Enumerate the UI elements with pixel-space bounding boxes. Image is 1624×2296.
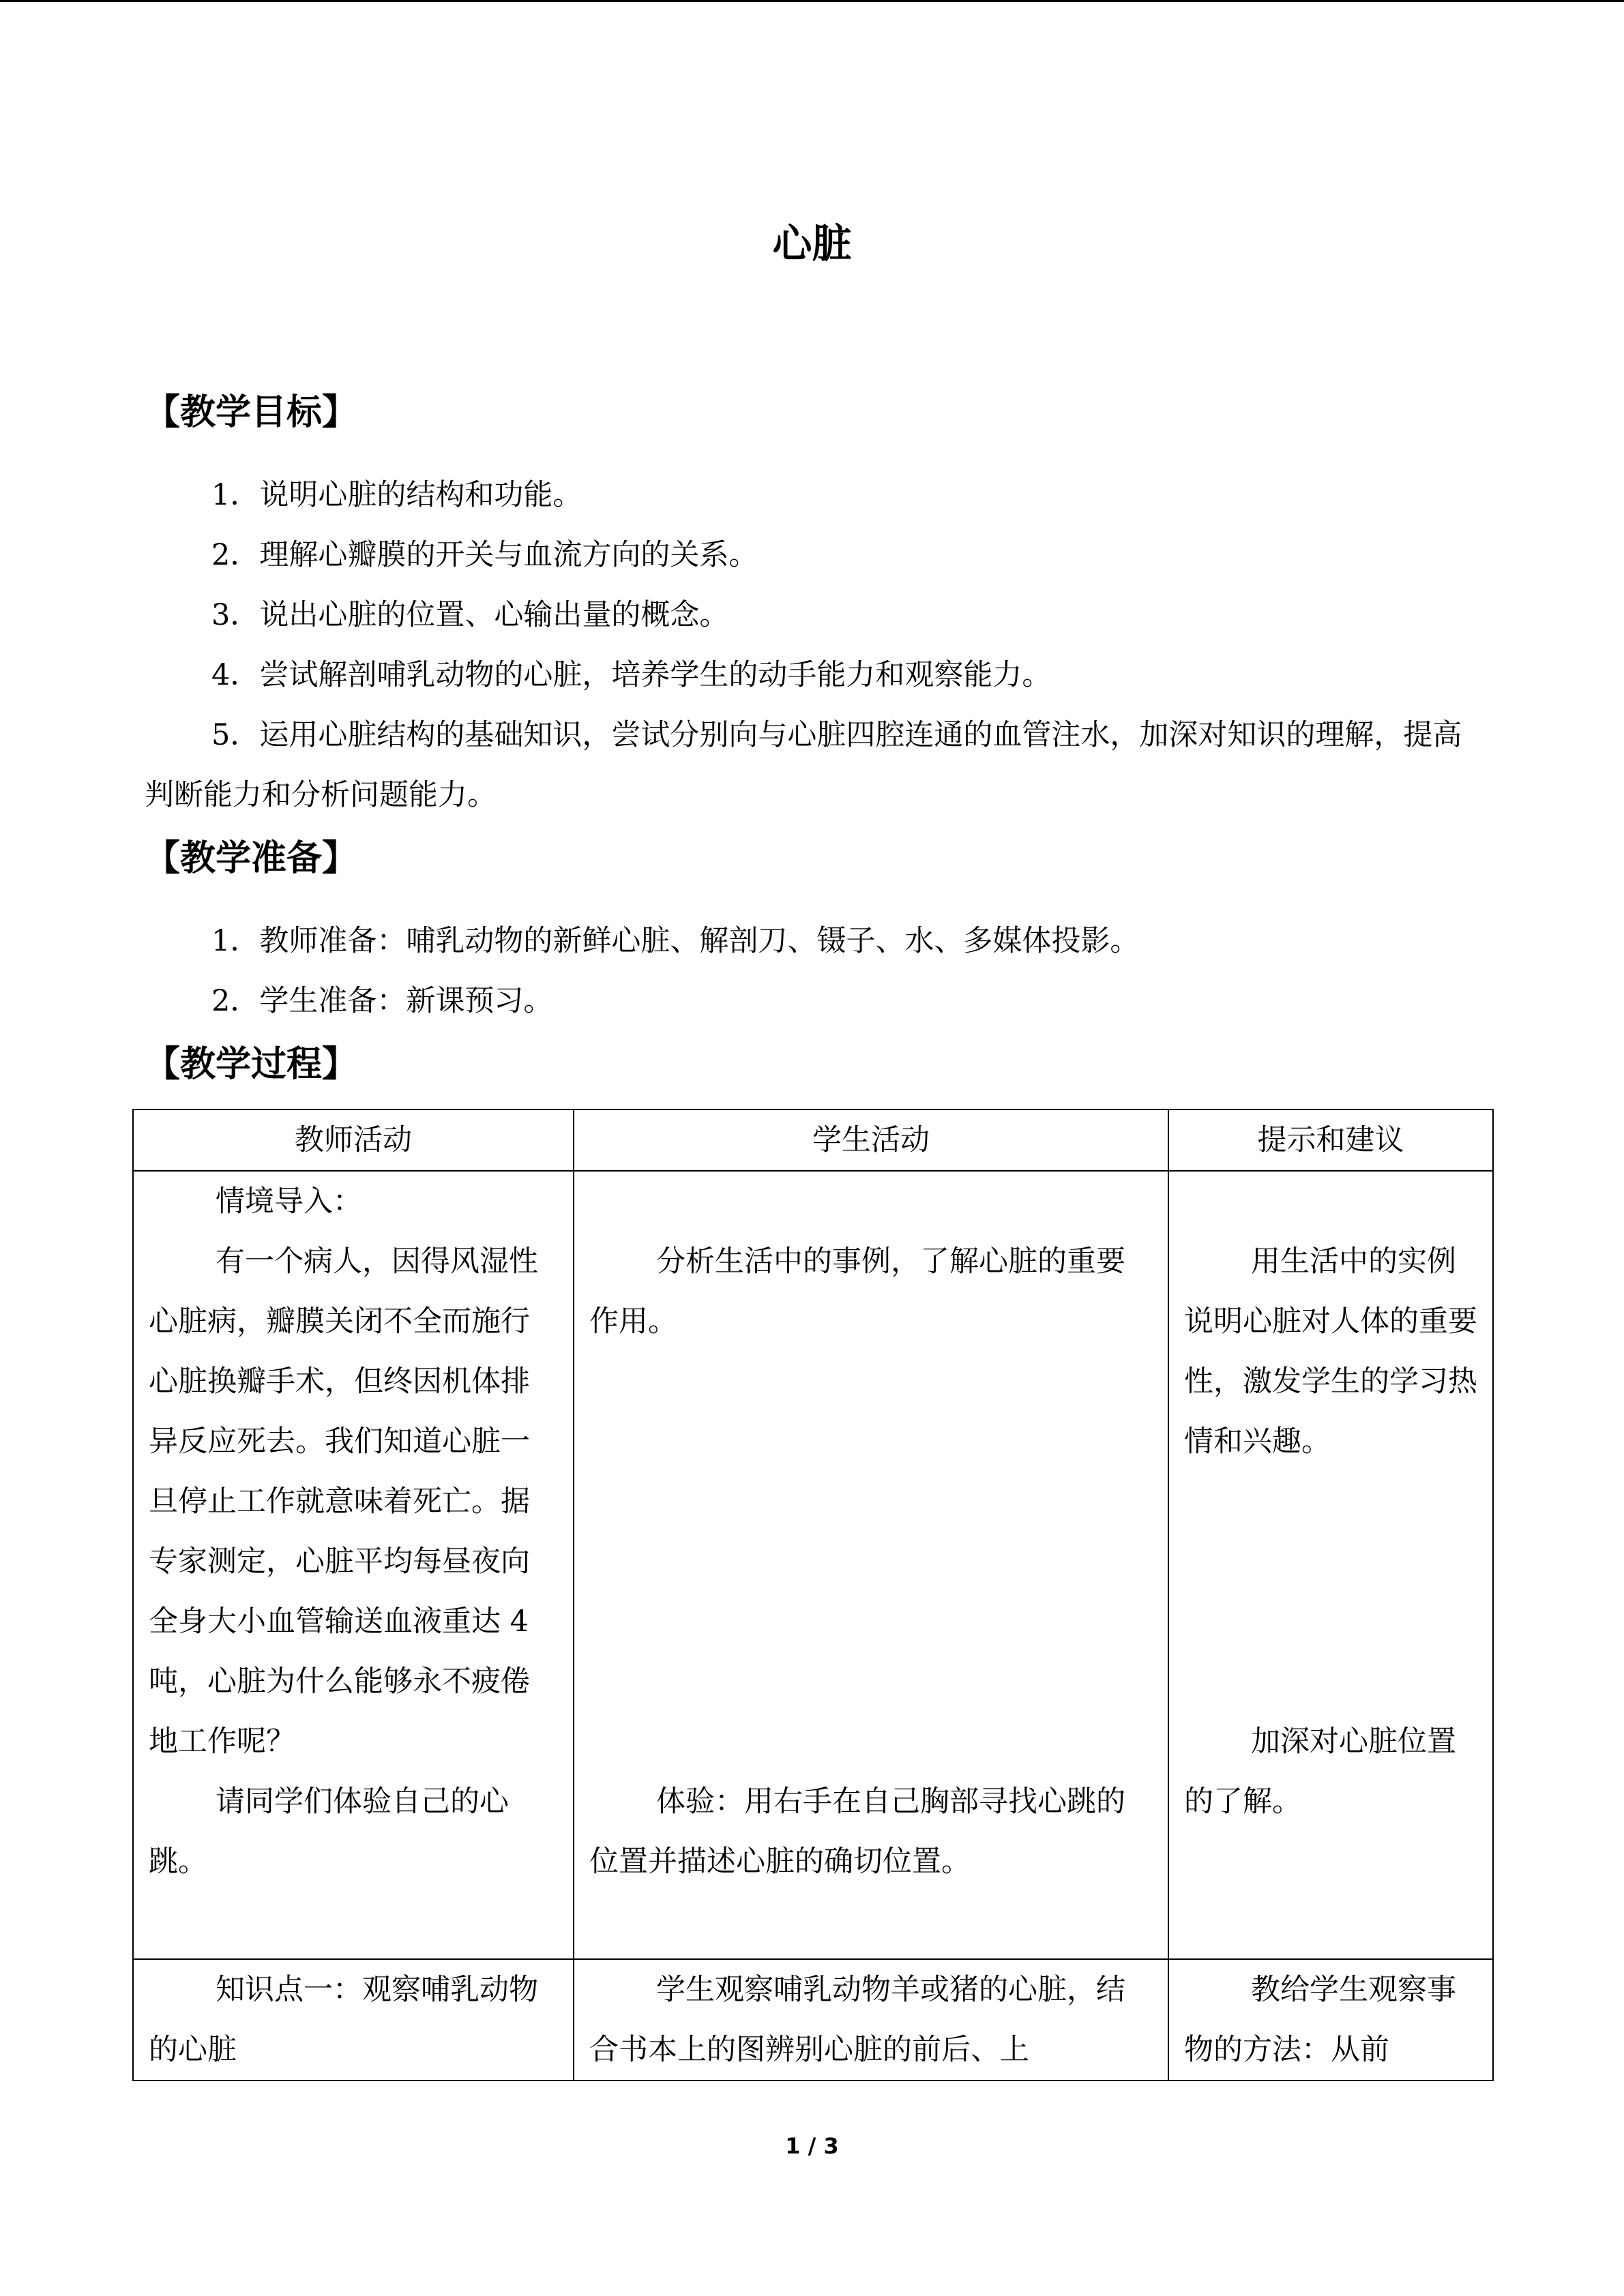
teacher-text: 情境导入： <box>216 1184 362 1219</box>
top-border <box>0 0 1624 2</box>
goal-item: 4．尝试解剖哺乳动物的心脏，培养学生的动手能力和观察能力。 <box>211 658 1052 692</box>
table-row <box>133 1171 1493 1959</box>
page-title: 心脏 <box>772 220 852 267</box>
tips-text: 教给学生观察事物的方法：从前 <box>1184 1973 1456 2067</box>
prep-item: 2．学生准备：新课预习。 <box>211 984 553 1018</box>
tips-cell <box>1168 1171 1493 1959</box>
header-student: 学生活动 <box>574 1109 1168 1171</box>
tips-text: 用生活中的实例说明心脏对人体的重要性，激发学生的学习热情和兴趣。 <box>1184 1244 1477 1459</box>
heading-process: 【教学过程】 <box>145 1044 358 1085</box>
table-header-row <box>133 1109 1493 1171</box>
teacher-text: 有一个病人，因得风湿性心脏病，瓣膜关闭不全而施行心脏换瓣手术，但终因机体排异反应死去。我们知道心脏一旦停止工作就意味着死亡。据专家测定，心脏平均每昼夜向全身大小血管输送血液重达 4 吨，心脏为什么能够永不疲倦地工作呢？ <box>149 1244 538 1759</box>
teacher-cell <box>133 1959 574 2081</box>
header-teacher: 教师活动 <box>133 1109 574 1171</box>
prep-list <box>145 911 1481 1031</box>
student-cell <box>574 1171 1168 1959</box>
teacher-cell <box>133 1171 574 1959</box>
heading-prep: 【教学准备】 <box>145 838 358 879</box>
goals-list <box>145 465 1481 825</box>
goal-item: 2．理解心瓣膜的开关与血流方向的关系。 <box>211 538 758 572</box>
goal-item: 3．说出心脏的位置、心输出量的概念。 <box>211 598 729 632</box>
student-text: 分析生活中的事例，了解心脏的重要作用。 <box>589 1244 1125 1339</box>
table-row <box>133 1959 1493 2081</box>
student-text: 体验：用右手在自己胸部寻找心跳的位置并描述心脏的确切位置。 <box>589 1785 1125 1879</box>
tips-cell <box>1168 1959 1493 2081</box>
teacher-text: 知识点一：观察哺乳动物的心脏 <box>149 1973 538 2067</box>
goal-item: 1．说明心脏的结构和功能。 <box>211 478 582 512</box>
student-text: 学生观察哺乳动物羊或猪的心脏，结合书本上的图辨别心脏的前后、上 <box>589 1973 1125 2067</box>
header-tips: 提示和建议 <box>1168 1109 1493 1171</box>
tips-text: 加深对心脏位置的了解。 <box>1184 1725 1456 1819</box>
prep-item: 1．教师准备：哺乳动物的新鲜心脏、解剖刀、镊子、水、多媒体投影。 <box>211 924 1140 958</box>
heading-goals: 【教学目标】 <box>145 392 358 433</box>
goal-item: 5．运用心脏结构的基础知识，尝试分别向与心脏四腔连通的血管注水，加深对知识的理解，提高判断能力和分析问题能力。 <box>145 718 1462 812</box>
page-number: 1 / 3 <box>785 2133 839 2159</box>
teacher-text: 请同学们体验自己的心跳。 <box>149 1785 509 1879</box>
process-table <box>132 1109 1494 2081</box>
student-cell <box>574 1959 1168 2081</box>
